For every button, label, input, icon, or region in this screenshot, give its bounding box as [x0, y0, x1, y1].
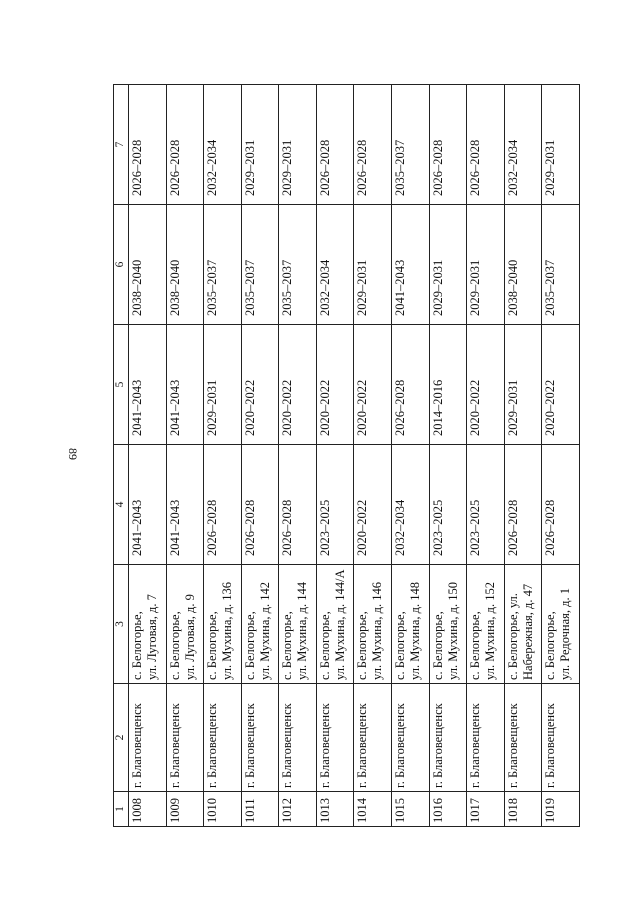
period-cell-col5: 2020–2022	[241, 325, 279, 445]
period-cell-col4: 2032–2034	[392, 445, 430, 565]
period-cell-col7: 2032–2034	[504, 85, 542, 205]
table-row	[204, 85, 242, 827]
address-line: с. Белогорье,	[430, 611, 445, 680]
column-header: 2	[114, 684, 129, 792]
period-cell-col5: 2014–2016	[429, 325, 467, 445]
period-cell-col4: 2020–2022	[354, 445, 392, 565]
address-line: с. Белогорье,	[543, 611, 558, 680]
column-header: 4	[114, 445, 129, 565]
address-line: ул. Мухина, д. 148	[408, 581, 423, 680]
city-cell: г. Благовещенск	[279, 684, 317, 792]
data-table	[113, 84, 580, 827]
address-cell	[279, 565, 317, 684]
column-header: 3	[114, 565, 129, 684]
city-cell: г. Благовещенск	[204, 684, 242, 792]
table-row	[316, 85, 354, 827]
address-cell	[129, 565, 167, 684]
address-line: с. Белогорье,	[280, 611, 295, 680]
address-line: ул. Мухина, д. 144/А	[332, 569, 347, 680]
row-number-cell: 1016	[429, 792, 467, 827]
period-cell-col4: 2026–2028	[241, 445, 279, 565]
period-cell-col7: 2026–2028	[166, 85, 204, 205]
table-row	[504, 85, 542, 827]
row-number-cell: 1009	[166, 792, 204, 827]
address-cell	[429, 565, 467, 684]
address-line: Набережная, д. 47	[520, 583, 535, 680]
period-cell-col6: 2038–2040	[504, 205, 542, 325]
period-cell-col6: 2032–2034	[316, 205, 354, 325]
table-row	[129, 85, 167, 827]
address-cell	[241, 565, 279, 684]
rotated-table-frame	[113, 85, 580, 827]
city-cell: г. Благовещенск	[542, 684, 580, 792]
address-cell	[354, 565, 392, 684]
period-cell-col5: 2020–2022	[354, 325, 392, 445]
address-line: ул. Мухина, д. 144	[295, 581, 310, 680]
period-cell-col5: 2026–2028	[392, 325, 430, 445]
city-cell: г. Благовещенск	[467, 684, 505, 792]
city-cell: г. Благовещенск	[316, 684, 354, 792]
row-number-cell: 1019	[542, 792, 580, 827]
period-cell-col4: 2041–2043	[129, 445, 167, 565]
period-cell-col4: 2026–2028	[504, 445, 542, 565]
period-cell-col6: 2038–2040	[166, 205, 204, 325]
period-cell-col6: 2029–2031	[467, 205, 505, 325]
row-number-cell: 1018	[504, 792, 542, 827]
address-line: с. Белогорье,	[242, 611, 257, 680]
period-cell-col6: 2035–2037	[241, 205, 279, 325]
row-number-cell: 1012	[279, 792, 317, 827]
period-cell-col5: 2041–2043	[166, 325, 204, 445]
address-cell	[316, 565, 354, 684]
table-row	[429, 85, 467, 827]
table-row	[166, 85, 204, 827]
city-cell: г. Благовещенск	[504, 684, 542, 792]
period-cell-col7: 2035–2037	[392, 85, 430, 205]
table-header-row	[114, 85, 129, 827]
address-line: с. Белогорье,	[393, 611, 408, 680]
city-cell: г. Благовещенск	[129, 684, 167, 792]
period-cell-col7: 2026–2028	[129, 85, 167, 205]
table-row	[241, 85, 279, 827]
address-line: с. Белогорье,	[468, 611, 483, 680]
period-cell-col7: 2029–2031	[542, 85, 580, 205]
address-line: ул. Луговая, д. 9	[182, 594, 197, 680]
column-header: 6	[114, 205, 129, 325]
period-cell-col7: 2026–2028	[429, 85, 467, 205]
address-line: ул. Мухина, д. 146	[370, 581, 385, 680]
row-number-cell: 1010	[204, 792, 242, 827]
period-cell-col6: 2035–2037	[279, 205, 317, 325]
period-cell-col6: 2041–2043	[392, 205, 430, 325]
period-cell-col6: 2038–2040	[129, 205, 167, 325]
period-cell-col5: 2041–2043	[129, 325, 167, 445]
table-row	[392, 85, 430, 827]
address-line: с. Белогорье,	[355, 611, 370, 680]
city-cell: г. Благовещенск	[166, 684, 204, 792]
address-cell	[504, 565, 542, 684]
address-line: ул. Мухина, д. 152	[483, 581, 498, 680]
address-cell	[166, 565, 204, 684]
row-number-cell: 1017	[467, 792, 505, 827]
table-row	[279, 85, 317, 827]
period-cell-col4: 2023–2025	[429, 445, 467, 565]
period-cell-col4: 2023–2025	[316, 445, 354, 565]
city-cell: г. Благовещенск	[429, 684, 467, 792]
row-number-cell: 1011	[241, 792, 279, 827]
address-line: с. Белогорье,	[167, 611, 182, 680]
table-row	[354, 85, 392, 827]
address-cell	[542, 565, 580, 684]
row-number-cell: 1015	[392, 792, 430, 827]
table-container	[113, 85, 580, 827]
city-cell: г. Благовещенск	[241, 684, 279, 792]
column-header: 5	[114, 325, 129, 445]
period-cell-col4: 2041–2043	[166, 445, 204, 565]
address-cell	[467, 565, 505, 684]
period-cell-col5: 2020–2022	[279, 325, 317, 445]
table-row	[542, 85, 580, 827]
period-cell-col4: 2026–2028	[542, 445, 580, 565]
address-line: с. Белогорье,	[317, 611, 332, 680]
period-cell-col5: 2029–2031	[504, 325, 542, 445]
period-cell-col5: 2020–2022	[316, 325, 354, 445]
address-line: ул. Луговая, д. 7	[145, 594, 159, 680]
period-cell-col4: 2026–2028	[279, 445, 317, 565]
period-cell-col5: 2029–2031	[204, 325, 242, 445]
city-cell: г. Благовещенск	[354, 684, 392, 792]
column-header: 7	[114, 85, 129, 205]
column-header: 1	[114, 792, 129, 827]
city-cell: г. Благовещенск	[392, 684, 430, 792]
period-cell-col4: 2026–2028	[204, 445, 242, 565]
table-body	[114, 85, 580, 827]
period-cell-col7: 2026–2028	[316, 85, 354, 205]
period-cell-col6: 2029–2031	[354, 205, 392, 325]
period-cell-col7: 2029–2031	[279, 85, 317, 205]
period-cell-col6: 2035–2037	[204, 205, 242, 325]
period-cell-col7: 2032–2034	[204, 85, 242, 205]
period-cell-col7: 2026–2028	[467, 85, 505, 205]
address-line: с. Белогорье, ул.	[505, 593, 520, 680]
address-line: ул. Мухина, д. 142	[257, 581, 272, 680]
address-line: ул. Мухина, д. 136	[220, 581, 235, 680]
address-cell	[204, 565, 242, 684]
period-cell-col6: 2029–2031	[429, 205, 467, 325]
address-line: ул. Мухина, д. 150	[445, 581, 460, 680]
period-cell-col7: 2029–2031	[241, 85, 279, 205]
period-cell-col4: 2023–2025	[467, 445, 505, 565]
address-line: с. Белогорье,	[205, 611, 220, 680]
row-number-cell: 1008	[129, 792, 167, 827]
address-line: ул. Редочная, д. 1	[558, 587, 573, 680]
address-cell	[392, 565, 430, 684]
period-cell-col6: 2035–2037	[542, 205, 580, 325]
address-line: с. Белогорье,	[130, 611, 144, 680]
period-cell-col7: 2026–2028	[354, 85, 392, 205]
period-cell-col5: 2020–2022	[467, 325, 505, 445]
period-cell-col5: 2020–2022	[542, 325, 580, 445]
row-number-cell: 1013	[316, 792, 354, 827]
table-row	[467, 85, 505, 827]
row-number-cell: 1014	[354, 792, 392, 827]
page-number: 89	[66, 448, 80, 460]
